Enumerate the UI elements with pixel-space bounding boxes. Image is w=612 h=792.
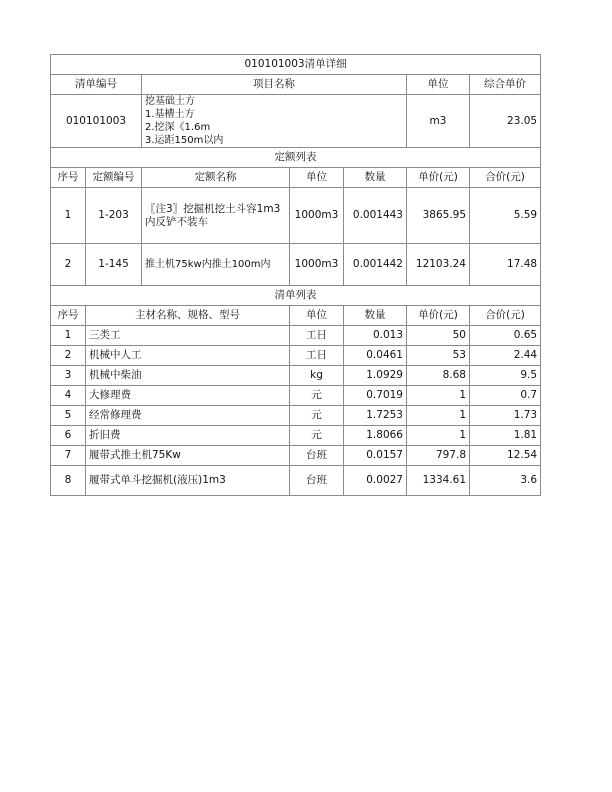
table-row — [51, 386, 541, 406]
material-qty: 0.7019 — [344, 386, 407, 406]
title-row — [51, 55, 541, 75]
material-qty: 1.7253 — [344, 406, 407, 426]
materials-unit-header: 单位 — [290, 306, 344, 326]
quota-no: 2 — [51, 244, 86, 286]
quota-qty-header: 数量 — [344, 168, 407, 188]
material-name: 履带式单斗挖掘机(液压)1m3 — [86, 466, 290, 496]
material-total: 0.65 — [470, 326, 541, 346]
item-price: 23.05 — [470, 95, 541, 148]
material-unit: 台班 — [290, 466, 344, 496]
material-qty: 0.0461 — [344, 346, 407, 366]
material-price: 1 — [407, 426, 470, 446]
materials-total-header: 合价(元) — [470, 306, 541, 326]
quota-total: 5.59 — [470, 188, 541, 244]
material-total: 12.54 — [470, 446, 541, 466]
material-no: 6 — [51, 426, 86, 446]
material-name: 经常修理费 — [86, 406, 290, 426]
item-description — [142, 95, 407, 148]
table-row — [51, 188, 541, 244]
material-qty: 0.013 — [344, 326, 407, 346]
material-name: 机械中人工 — [86, 346, 290, 366]
quota-total-header: 合价(元) — [470, 168, 541, 188]
material-qty: 1.8066 — [344, 426, 407, 446]
material-name: 折旧费 — [86, 426, 290, 446]
materials-no-header: 序号 — [51, 306, 86, 326]
quota-name-header: 定额名称 — [142, 168, 290, 188]
table-row — [51, 326, 541, 346]
quota-code: 1-145 — [86, 244, 142, 286]
material-no: 4 — [51, 386, 86, 406]
material-total: 9.5 — [470, 366, 541, 386]
material-price: 8.68 — [407, 366, 470, 386]
material-unit: 工日 — [290, 346, 344, 366]
material-no: 8 — [51, 466, 86, 496]
material-total: 3.6 — [470, 466, 541, 496]
quota-name: 推土机75kw内推土100m内 — [142, 244, 290, 286]
item-row — [51, 95, 541, 148]
item-description-line: 2.挖深《1.6m — [145, 122, 211, 133]
table-row — [51, 244, 541, 286]
quota-code-header: 定额编号 — [86, 168, 142, 188]
quota-code: 1-203 — [86, 188, 142, 244]
bill-detail-table — [50, 54, 541, 496]
table-row — [51, 466, 541, 496]
quota-section-row — [51, 148, 541, 168]
material-qty: 0.0157 — [344, 446, 407, 466]
item-name-header: 项目名称 — [142, 75, 407, 95]
item-description-line: 1.基槽土方 — [145, 109, 195, 120]
material-no: 3 — [51, 366, 86, 386]
material-unit: 元 — [290, 426, 344, 446]
material-unit: 元 — [290, 406, 344, 426]
material-total: 0.7 — [470, 386, 541, 406]
material-total: 2.44 — [470, 346, 541, 366]
item-unit: m3 — [407, 95, 470, 148]
material-price: 797.8 — [407, 446, 470, 466]
material-unit: 元 — [290, 386, 344, 406]
material-name: 三类工 — [86, 326, 290, 346]
material-name: 履带式推土机75Kw — [86, 446, 290, 466]
material-unit: 工日 — [290, 326, 344, 346]
material-total: 1.81 — [470, 426, 541, 446]
table-row — [51, 346, 541, 366]
material-qty: 0.0027 — [344, 466, 407, 496]
quota-total: 17.48 — [470, 244, 541, 286]
quota-header-row — [51, 168, 541, 188]
item-unit-header: 单位 — [407, 75, 470, 95]
quota-unit: 1000m3 — [290, 188, 344, 244]
item-price-header: 综合单价 — [470, 75, 541, 95]
material-no: 7 — [51, 446, 86, 466]
quota-no-header: 序号 — [51, 168, 86, 188]
materials-qty-header: 数量 — [344, 306, 407, 326]
quota-section-title: 定额列表 — [51, 148, 541, 168]
table-row — [51, 366, 541, 386]
materials-header-row — [51, 306, 541, 326]
material-no: 5 — [51, 406, 86, 426]
quota-price-header: 单价(元) — [407, 168, 470, 188]
item-code-header: 清单编号 — [51, 75, 142, 95]
material-no: 2 — [51, 346, 86, 366]
material-price: 53 — [407, 346, 470, 366]
item-code: 010101003 — [51, 95, 142, 148]
sheet-title: 010101003清单详细 — [51, 55, 541, 75]
item-header-row — [51, 75, 541, 95]
materials-name-header: 主材名称、规格、型号 — [86, 306, 290, 326]
item-description-line: 3.运距150m以内 — [145, 135, 224, 146]
quota-no: 1 — [51, 188, 86, 244]
quota-qty: 0.001443 — [344, 188, 407, 244]
material-name: 大修理费 — [86, 386, 290, 406]
material-unit: kg — [290, 366, 344, 386]
quota-unit: 1000m3 — [290, 244, 344, 286]
table-row — [51, 446, 541, 466]
table-row — [51, 426, 541, 446]
material-unit: 台班 — [290, 446, 344, 466]
materials-section-row — [51, 286, 541, 306]
material-price: 1 — [407, 386, 470, 406]
material-no: 1 — [51, 326, 86, 346]
quota-price: 3865.95 — [407, 188, 470, 244]
quota-price: 12103.24 — [407, 244, 470, 286]
material-price: 1 — [407, 406, 470, 426]
quota-name: 〖注3〗挖掘机挖土斗容1m3内反铲不装车 — [142, 188, 290, 244]
materials-price-header: 单价(元) — [407, 306, 470, 326]
quota-unit-header: 单位 — [290, 168, 344, 188]
quota-qty: 0.001442 — [344, 244, 407, 286]
item-description-line: 挖基础土方 — [145, 96, 195, 107]
material-total: 1.73 — [470, 406, 541, 426]
material-price: 1334.61 — [407, 466, 470, 496]
material-qty: 1.0929 — [344, 366, 407, 386]
material-name: 机械中柴油 — [86, 366, 290, 386]
materials-section-title: 清单列表 — [51, 286, 541, 306]
table-row — [51, 406, 541, 426]
material-price: 50 — [407, 326, 470, 346]
